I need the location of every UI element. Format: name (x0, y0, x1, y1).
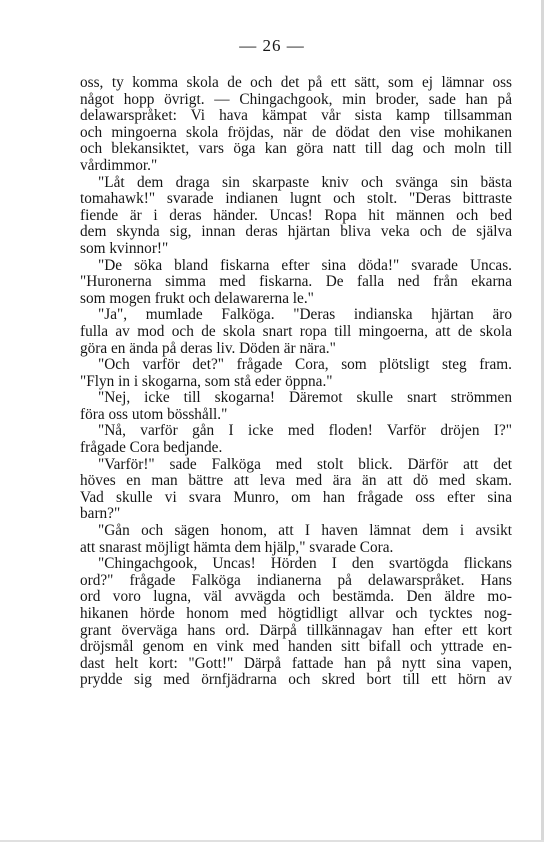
text-line: grant överväga hans ord. Därpå tillkännagav han efter ett kort (80, 621, 512, 639)
text-line: ord?" frågade Falköga indianerna på delawarspråket. Hans (80, 571, 512, 589)
text-line: och blekansiktet, vars öga kan göra natt till dag och moln till (80, 140, 512, 158)
text-line: "Gån och sägen honom, att I haven lämnat dem i avsikt (98, 522, 512, 540)
text-line: fulla av mod och de skola snart ropa till mingoerna, att de skola (80, 322, 512, 340)
text-line: höves en man bättre att leva med ära än att dö med skam. (80, 472, 512, 490)
text-line: "Låt dem draga sin skarpaste kniv och svänga sin bästa (98, 173, 512, 191)
text-line: ord voro lugna, väl avvägda och bestämda. Den äldre mo- (80, 588, 512, 606)
text-line: "Nej, icke till skogarna! Däremot skulle snart strömmen (98, 389, 512, 407)
text-line: som mogen frukt och delawarerna le." (80, 289, 314, 307)
text-line: dast helt kort: "Gott!" Därpå fattade han på nytt sina vapen, (80, 654, 512, 672)
page-number: — 26 — (239, 36, 305, 55)
text-line: vårdimmor." (80, 156, 158, 174)
text-line: dröjsmål genom en vink med handen sitt bifall och yttrade en- (80, 638, 512, 656)
text-line: prydde sig med örnfjädrarna och skred bort till ett hörn av (80, 671, 512, 689)
text-line: hikanen hörde honom med högtidligt allvar och tycktes nog- (80, 605, 512, 622)
text-line: fiende är i deras händer. Uncas! Ropa hit männen och bed (80, 206, 512, 224)
text-line: "Flyn in i skogarna, som stå eder öppna." (80, 372, 333, 390)
text-line: barn?" (80, 505, 121, 523)
text-line: och mingoerna skola fröjdas, när de dödat den vise mohikanen (80, 123, 512, 141)
text-line: något hopp övrigt. — Chingachgook, min broder, sade han på (80, 90, 512, 108)
text-line: "Och varför det?" frågade Cora, som plötsligt steg fram. (98, 356, 512, 374)
text-line: oss, ty komma skola de och det på ett sätt, som ej lämnar oss (80, 74, 512, 91)
body-text (80, 75, 512, 689)
text-line: "Nå, varför gån I icke med floden! Varför dröjen I?" (98, 422, 512, 440)
text-line: "Ja", mumlade Falköga. "Deras indianska hjärtan äro (98, 306, 512, 324)
text-line: dem skynda sig, innan deras hjärtan bliva veka och de själva (80, 223, 512, 241)
text-line: "De söka bland fiskarna efter sina döda!" svarade Uncas. (98, 256, 512, 274)
text-line: föra oss utom bösshåll." (80, 405, 228, 423)
text-line: delawarspråket: Vi hava kämpat vår sista kamp tillsamman (80, 107, 512, 125)
text-line: göra en ända på deras liv. Döden är nära." (80, 339, 336, 357)
text-line: "Huronerna simma med fiskarna. De falla ned från ekarna (80, 273, 512, 291)
text-line: "Varför!" sade Falköga med stolt blick. Därför att det (98, 455, 512, 473)
text-line: Vad skulle vi svara Munro, om han frågade oss efter sina (80, 488, 512, 506)
text-line: "Chingachgook, Uncas! Hörden I den svartögda flickans (98, 555, 512, 573)
text-line: som kvinnor!" (80, 239, 169, 257)
text-line: att snarast möjligt hämta dem hjälp," svarade Cora. (80, 538, 394, 556)
text-line: frågade Cora bedjande. (80, 439, 223, 457)
text-line: tomahawk!" svarade indianen lugnt och stolt. "Deras bittraste (80, 190, 512, 208)
